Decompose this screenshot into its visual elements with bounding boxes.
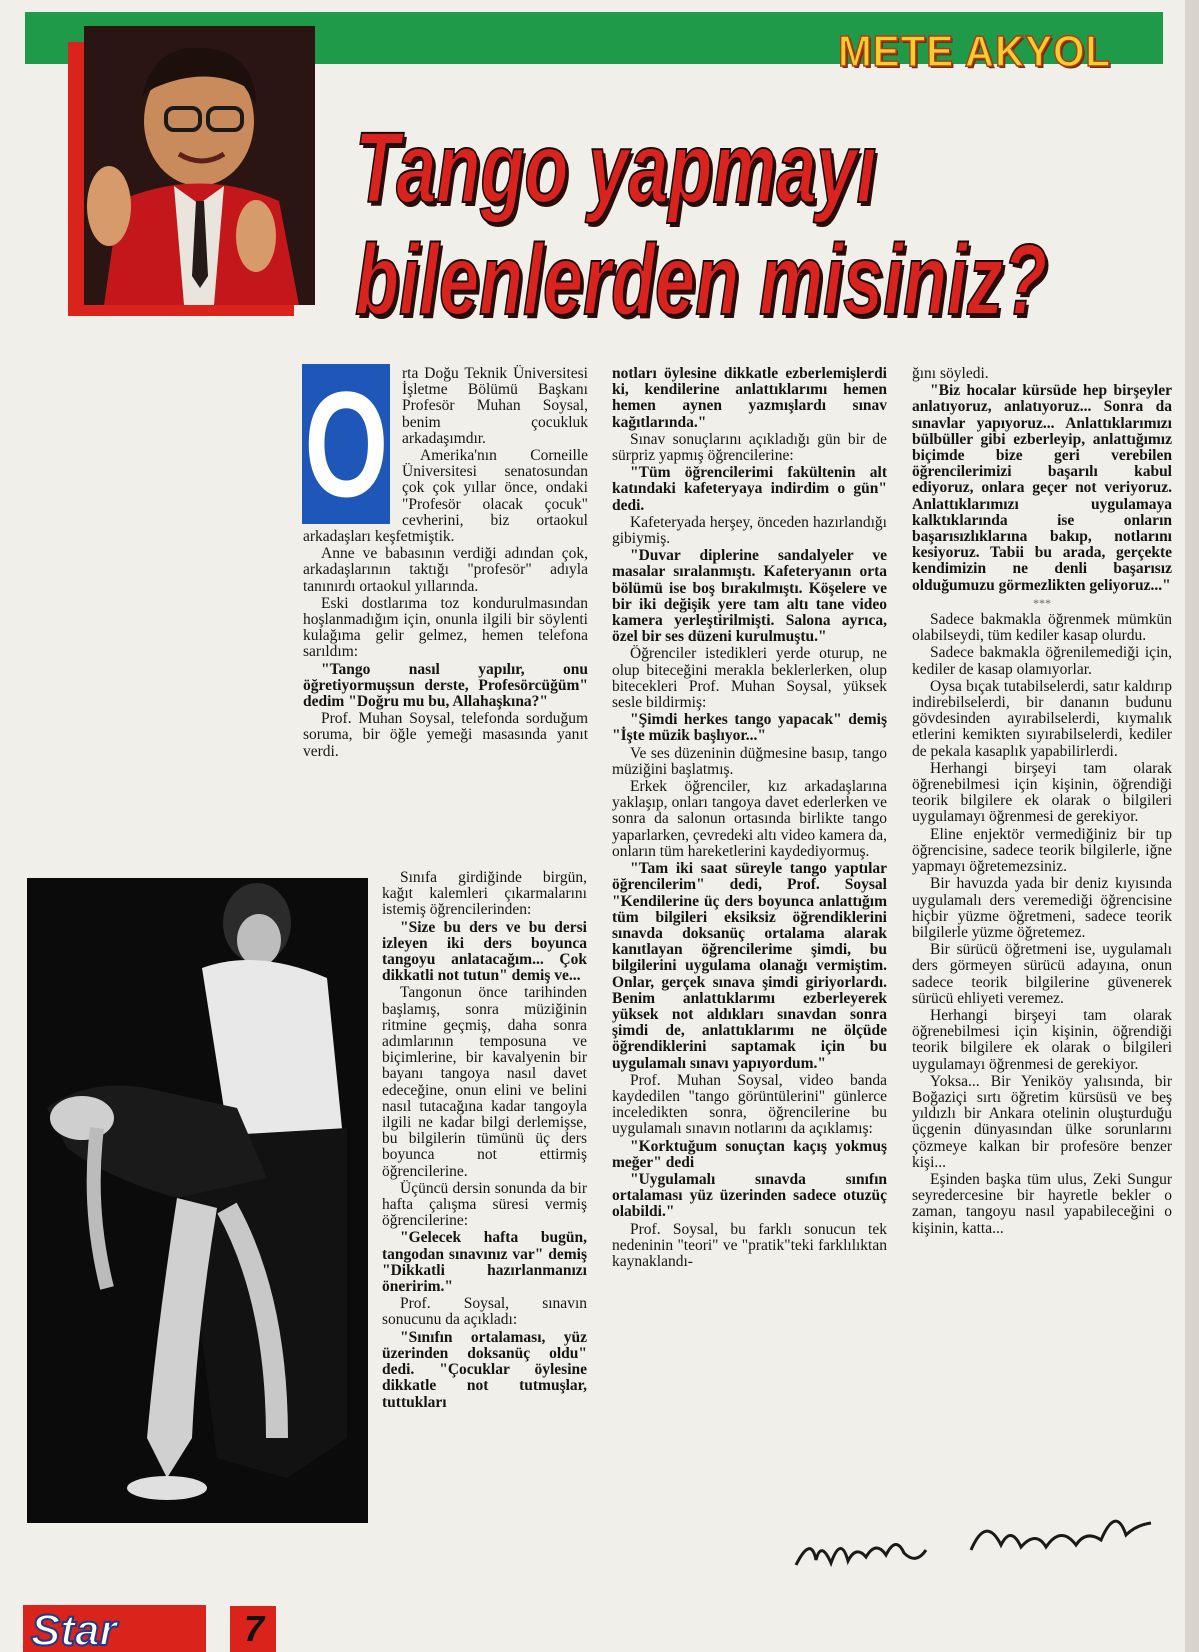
star-logo: Star	[23, 1605, 206, 1652]
headline-line-1: Tango yapmayı	[355, 112, 877, 224]
quote-paragraph: "Sınıfın ortalaması, yüz üzerinden doksanüç oldu" dedi. "Çocuklar öylesine dikkatle not tutmuşlar, tuttukları	[382, 1328, 587, 1411]
article-column-1	[303, 360, 588, 761]
paragraph: Herhangi birşeyi tam olarak öğrenebilmesi için kişinin, öğrendiği teorik bilgilere ek olarak o bilgileri uygulamayı öğrenmesi de gerekiyor.	[912, 759, 1172, 826]
paragraph: Üçüncü dersin sonunda da bir hafta çalışma süresi vermiş öğrencilerine:	[382, 1179, 587, 1230]
paragraph: Prof. Soysal, bu farklı sonucun tek nedeninin "teori" ve "pratik"teki farklılıktan kaynaklandı-	[612, 1220, 887, 1270]
paragraph: Sadece bakmakla öğrenmek mümkün olabilseydi, tüm kediler kasap olurdu.	[912, 611, 1172, 645]
paragraph: Eşinden başka tüm ulus, Zeki Sungur seyredercesine bir hayretle bekler o zaman, tangoyu nasıl yapabileceğini o kişinin, katta...	[912, 1170, 1172, 1237]
columnist-name: METE AKYOL	[838, 27, 1112, 76]
quote-paragraph: "Tüm öğrencilerimi fakültenin alt katındaki kafeteryaya indirdim o gün" dedi.	[612, 464, 887, 514]
article-column-2	[612, 366, 887, 1271]
author-signature	[786, 1495, 1156, 1580]
quote-paragraph: "Şimdi herkes tango yapacak" demiş "İşte müzik başlıyor..."	[612, 711, 887, 745]
paragraph: Sınav sonuçlarını açıkladığı gün bir de sürpriz yapmış öğrencilerine:	[612, 430, 887, 465]
paragraph: Tangonun önce tarihinden başlamış, sonra müziğinin ritmine geçmiş, daha sonra adımlarının temposuna ve biçimlerine, bir kavalyenin bir bayanı tangoya nasıl davet edeceğine, onun elini ve belini nasıl tutacağına kadar tangoyla ilgili ne kadar bilgi derlemişse, bu bilgilerin tümünü üç ders boyunca not ettirmiş öğrencilerine.	[382, 984, 587, 1180]
paragraph: Amerika'nın Corneille Üniversitesi senatosundan çok çok yıllar önce, ondaki "Profesör olacak çocuk" cevherini, biz ortaokul arkadaşları keşfetmiştik.	[303, 447, 588, 546]
quote-paragraph: "Gelecek hafta bugün, tangodan sınavınız var" demiş "Dikkatli hazırlanmanızı öneririm."	[382, 1229, 587, 1296]
page-edge	[1185, 0, 1199, 1652]
paragraph: Bir havuzda yada bir deniz kıyısında uygulamalı ders veremediği öğrencisine hiçbir yüzme öğretmeni, sadece teorik bilgilerle yüzme öğretemez.	[912, 875, 1172, 941]
dropcap: O	[303, 360, 389, 528]
article-column-1-lower	[382, 870, 587, 1412]
paragraph: Erkek öğrenciler, kız arkadaşlarına yaklaşıp, onları tangoya davet ederlerken ve sonra da salonun ortasında birlikte tango yaparlarken, çevredeki altı video kamera da, onların tüm hareketlerini kaydediyormuş.	[612, 778, 887, 860]
headline-line-2: bilenlerden misiniz?	[355, 224, 1048, 336]
paragraph: Anne ve babasının verdiği adından çok, arkadaşlarının taktığı "profesör" adıyla tanınırdı ortaokul yıllarında.	[303, 545, 588, 595]
quote-paragraph: "Tango nasıl yapılır, onu öğretiyormuşsun derste, Profesörcüğüm" dedim "Doğru mu bu, Allahaşkına?"	[303, 660, 588, 711]
quote-paragraph: "Korktuğum sonuçtan kaçış yokmuş meğer" dedi	[612, 1137, 887, 1171]
paragraph: ğını söyledi.	[912, 365, 989, 382]
tango-dancers-photo	[27, 878, 368, 1523]
paragraph: Sınıfa girdiğinde birgün, kağıt kalemleri çıkarmalarını istemiş öğrencilerinden:	[382, 869, 587, 919]
section-separator: ***	[1033, 595, 1051, 610]
quote-paragraph: "Biz hocalar kürsüde hep birşeyler anlatıyoruz, anlatıyoruz... Sonra da sınavlar yapıyoruz... Anlattıklarımızı bülbüller gibi ezberleyip, anlattığımız biçimde bize geri verebilen öğrencilerimizi başarılı kabul ediyoruz, onlara geçer not veriyoruz. Anlattıklarımızı uygulamaya kalktıklarında ise onların başarısızlıklarına bakıp, notlarını kesiyoruz. Tabii bu arada, gerçekte kendimizin ne denli başarısız olduğumuzu görmezlikten geliyoruz..."	[912, 382, 1172, 594]
paragraph: Eski dostlarıma toz kondurulmasından hoşlanmadığım için, onunla ilgili bir söylenti kulağıma gelir gelmez, hemen telefona sarıldım:	[303, 594, 588, 661]
paragraph: Öğrenciler istedikleri yerde oturup, ne olup biteceğini merakla beklerlerken, olup bitecekleri Prof. Muhan Soysal, yüksek sesle bildirmiş:	[612, 645, 887, 712]
paragraph: Herhangi birşeyi tam olarak öğrenebilmesi için kişinin, öğrendiği teorik bilgilere ek olarak o bilgileri uygulamayı öğrenmesi de gerekiyor.	[912, 1006, 1172, 1073]
quote-paragraph: "Size bu ders ve bu dersi izleyen iki ders boyunca tangoyu anlatacağım... Çok dikkatli not tutun" demiş ve...	[382, 918, 587, 985]
article-column-3	[912, 366, 1172, 1238]
paragraph: Bir sürücü öğretmeni ise, uygulamalı ders görmeyen sürücü adayına, onun sadece teorik bilgilerine güvenerek sürücü ehliyeti veremez.	[912, 941, 1172, 1007]
quote-paragraph: "Duvar diplerine sandalyeler ve masalar sıralanmıştı. Kafeteryanın orta bölümü ise boş bırakılmıştı. Köşelere ve bir iki değişik yere tam altı tane video kamera yerleştirilmişti. Salona ayrıca, özel bir ses düzeni kurulmuştu."	[612, 547, 887, 646]
paragraph: Eline enjektör vermediğiniz bir tıp öğrencisine, sadece teorik bilgilerle, iğne yapmayı öğretemezsiniz.	[912, 825, 1172, 876]
page-number: 7	[230, 1606, 276, 1652]
paragraph: Ve ses düzeninin düğmesine basıp, tango müziğini başlatmış.	[612, 744, 887, 778]
paragraph: Yoksa... Bir Yeniköy yalısında, bir Boğaziçi sırtı öğretim kürsüsü ve beş yıldızlı bir Ankara otelinin oluşturduğu üçgenin dünyasından ülke sorunlarını çözmeye kalkan bir profesöre benzer kişi...	[912, 1072, 1172, 1171]
paragraph: Sadece bakmakla öğrenilemediği için, kediler de kasap olamıyorlar.	[912, 644, 1172, 678]
paragraph: rta Doğu Teknik Üniversitesi İşletme Bölümü Başkanı Profesör Muhan Soysal, benim çocukluk arkadaşımdır.	[402, 365, 588, 447]
columnist-portrait	[84, 26, 315, 305]
paragraph: Prof. Muhan Soysal, video banda kaydedilen "tango görüntülerini" günlerce inceledikten sonra, öğrencilerine bu uygulamalı sınavın notlarını da açıklamış:	[612, 1071, 887, 1138]
paragraph: Prof. Muhan Soysal, telefonda sorduğum soruma, bir öğle yemeği masasında yanıt verdi.	[303, 710, 588, 760]
paragraph: Oysa bıçak tutabilselerdi, satır kaldırıp indirebilselerdi, bir dananın budunu gövdesinden ayırabilselerdi, kıymalık etlerini kemikten sıyırabilselerdi, kediler de pekala kasaplık yapabilirlerdi.	[912, 677, 1172, 760]
quote-paragraph: notları öylesine dikkatle ezberlemişlerdi ki, kendilerine anlattıklarımı hemen hemen aynen yazmışlardı sınav kağıtlarında."	[612, 365, 887, 431]
quote-paragraph: "Uygulamalı sınavda sınıfın ortalaması yüz üzerinden sadece otuzüç olabildi."	[612, 1170, 887, 1221]
quote-paragraph: "Tam iki saat süreyle tango yaptılar öğrencilerim" dedi, Prof. Soysal "Kendilerine üç ders boyunca anlattığım tüm bilgileri eksiksiz öğrendiklerini sınavda doksanüç ortalama alarak kanıtlayan öğrencilerime şimdi, bu bilgilerini uygulama olanağı vermiştim. Onlar, gerçek sınava şimdi giriyorlardı. Benim anlattıklarımı ezberleyerek yüksek not aldıkları sınavdan sonra şimdi de, anlattıklarımı ne ölçüde öğrendiklerini saptamak için bu uygulamalı sınavı yapıyordum."	[612, 860, 887, 1072]
paragraph: Prof. Soysal, sınavın sonucunu da açıkladı:	[382, 1295, 587, 1329]
paragraph: Kafeteryada herşey, önceden hazırlandığı gibiymiş.	[612, 513, 887, 548]
